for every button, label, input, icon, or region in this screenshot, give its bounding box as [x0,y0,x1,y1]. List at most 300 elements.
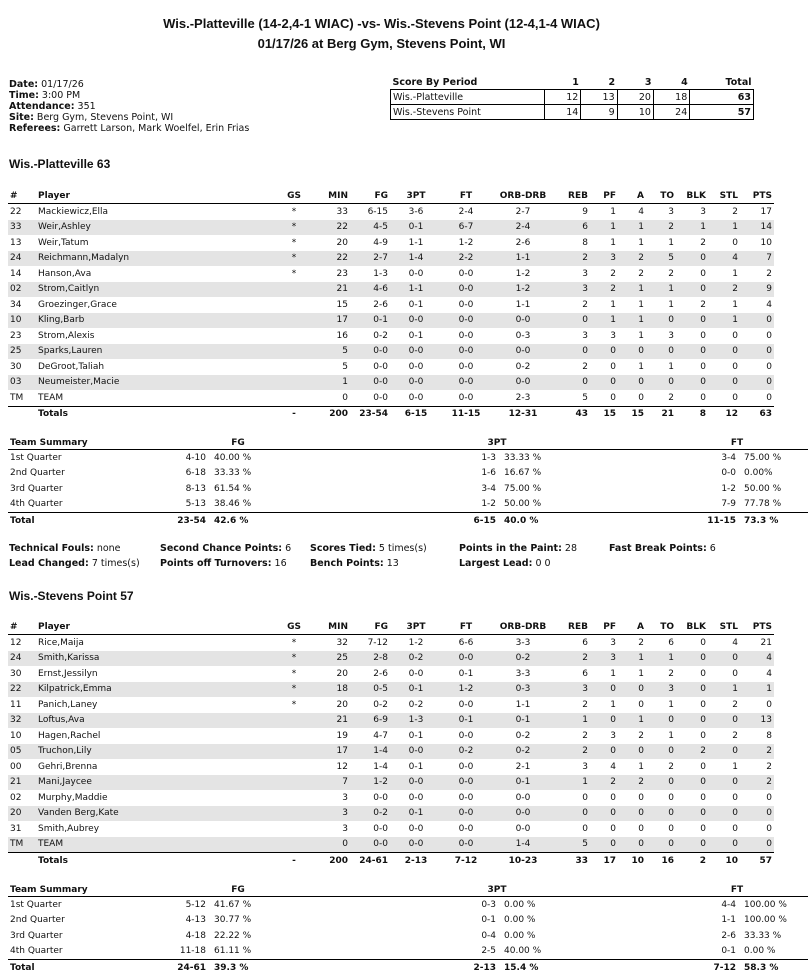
stat-cell: 1 [556,713,590,729]
stat-cell: 2 [766,268,772,279]
summary-cell: 40.00 % [214,452,252,463]
stat-cell: Weir,Ashley [36,220,274,236]
stat-cell: 22 [314,251,350,267]
points-in-paint: Points in the Paint: 28 [459,543,577,554]
summary-cell: 61.11 % [208,944,328,960]
totals-cell: 24-61 [359,855,388,866]
stat-cell: 0-0 [442,375,490,391]
stat-cell: 4 [610,761,616,772]
box-score-platteville [8,189,774,422]
game-dateline: 01/17/26 at Berg Gym, Stevens Point, WI [257,36,506,51]
stat-cell: 5 [342,361,348,372]
stat-cell: 1 [590,313,618,329]
stat-cell [274,390,314,406]
player-row [8,728,774,744]
stat-cell: 0 [700,761,706,772]
stat-cell: 0 [708,837,740,853]
stat-cell: 0-0 [373,361,388,372]
stat-cell: 2 [740,744,774,760]
stat-cell: 2 [556,651,590,667]
stat-cell: 0 [676,251,708,267]
stat-cell: 2 [582,361,588,372]
stat-cell: 0 [732,237,738,248]
player-row [8,697,774,713]
stat-cell: 0 [590,375,618,391]
stat-cell: 3 [342,823,348,834]
column-header: Player [36,620,274,635]
totals-cell: 43 [575,409,588,420]
stat-cell: 1 [618,713,646,729]
totals-cell: 12 [725,409,738,420]
totals-cell: 8 [699,409,706,420]
sbp-header: 4 [681,77,688,88]
summary-total-cell: Total [10,515,35,526]
stat-cell: 0-0 [408,792,424,803]
totals-cell: 2-13 [404,855,428,866]
stat-cell: 0 [740,313,774,329]
stat-cell: Hanson,Ava [38,268,92,279]
stat-cell: 3 [610,330,616,341]
stat-cell: 3 [556,682,590,698]
summary-total-cell: 40.0 % [504,515,539,526]
stat-cell: 7 [314,775,350,791]
stat-cell: 5 [556,390,590,406]
stat-cell: 21 [314,713,350,729]
stat-cell: 6-6 [458,637,474,648]
summary-cell: 2nd Quarter [10,468,65,479]
stat-cell: 1 [708,220,740,236]
stat-cell: 2 [638,268,644,279]
stat-cell: 2 [556,744,590,760]
stat-cell: 2 [766,761,772,772]
column-header: GS [274,189,314,204]
sbp-row: Wis.-Platteville 12 13 20 18 63 [391,90,754,105]
totals-row [8,853,774,869]
stat-cell: 0 [582,792,588,803]
stat-cell: 1-1 [515,699,531,710]
summary-cell: 33.33 % [214,468,252,479]
stat-cell: 0 [668,792,674,803]
stat-cell: 3-3 [515,637,531,648]
stat-cell: 0 [668,823,674,834]
stat-cell: 4 [740,651,774,667]
stat-cell: 1 [638,668,644,679]
stat-cell: 0 [618,390,646,406]
summary-cell: 33.33 % [504,452,542,463]
column-header: MIN [314,189,350,204]
stat-cell: 1 [708,313,740,329]
stat-cell: Loftus,Ava [36,713,274,729]
box-header-row [8,189,774,204]
stat-cell: 3 [610,730,616,741]
stat-cell: 1 [732,268,738,279]
summary-cell: 0.00 % [504,930,536,941]
largest-lead: Largest Lead: 0 0 [459,558,551,569]
player-row [8,790,774,806]
stat-cell: 0-1 [458,668,474,679]
stat-cell: 0-1 [490,713,556,729]
stat-cell: Mackiewicz,Ella [38,206,109,217]
stat-cell: 0 [590,344,618,360]
summary-cell: 75.00 % [504,483,542,494]
stat-cell: 0-0 [458,268,474,279]
stat-cell: 30 [10,361,22,372]
stat-cell: 0-0 [458,330,474,341]
totals-cell: 33 [575,855,588,866]
column-header: PF [590,189,618,204]
stat-cell: Strom,Alexis [38,330,95,341]
stat-cell: 0-0 [442,806,490,822]
stat-cell: 0 [610,361,616,372]
stat-cell: 0 [766,699,772,710]
stat-cell: 0 [676,806,708,822]
totals-cell: 23-54 [359,409,388,420]
stat-cell: 0 [638,792,644,803]
stat-cell: * [291,268,297,279]
stat-cell: 17 [760,206,772,217]
stat-cell: * [291,637,297,648]
stat-cell: 0-1 [442,713,490,729]
stat-cell: 0-2 [490,651,556,667]
stat-cell: 0-1 [408,330,424,341]
stat-cell: 2-1 [515,761,531,772]
summary-total-cell: 73.3 % [744,515,779,526]
summary-total-cell: 23-54 [177,515,206,526]
stat-cell: 1-2 [350,775,390,791]
totals-cell: 200 [329,409,348,420]
summary-cell: 1st Quarter [10,899,62,910]
stat-cell: 1 [732,761,738,772]
player-row [8,806,774,822]
stat-cell: 0 [766,792,772,803]
stat-cell: 0 [590,806,618,822]
stat-cell: 33 [336,206,348,217]
summary-cell: 1st Quarter [10,452,62,463]
stat-cell: * [274,651,314,667]
stat-cell: Kling,Barb [36,313,274,329]
stat-cell: Reichmann,Madalyn [36,251,274,267]
column-header: PF [590,620,618,635]
stat-cell: 2-7 [350,251,390,267]
stat-cell: 20 [8,806,36,822]
stat-cell: 02 [10,792,22,803]
stat-cell [274,790,314,806]
stat-cell: 34 [10,299,22,310]
stat-cell: 1 [732,299,738,310]
stat-cell: 0-0 [390,375,442,391]
stat-cell: 2 [646,390,676,406]
stat-cell: 2-8 [350,651,390,667]
stat-cell: 1-1 [390,282,442,298]
stat-cell: 32 [8,713,36,729]
stat-cell: 1 [638,361,644,372]
stat-cell: 2 [590,775,618,791]
stat-cell: 2 [618,775,646,791]
stat-cell: 0 [700,730,706,741]
stat-cell: Vanden Berg,Kate [36,806,274,822]
stat-cell: 0-0 [442,775,490,791]
stat-cell: Weir,Tatum [38,237,89,248]
stat-cell [274,328,314,344]
summary-total-cell: Total [10,962,35,973]
stat-cell: 0 [676,390,708,406]
stat-cell: 6-15 [367,206,388,217]
stat-cell: 23 [10,330,22,341]
stat-cell: 6 [582,668,588,679]
summary-total-cell: 39.3 % [214,962,249,973]
stat-cell: 2 [708,282,740,298]
stat-cell: 21 [8,775,36,791]
info-site: Site: Berg Gym, Stevens Point, WI [9,112,174,123]
summary-cell: 0.00% [744,468,773,479]
sbp-header: Total [725,77,752,88]
summary-row [8,913,808,929]
stat-cell: 31 [10,823,22,834]
summary-cell: 1-1 [721,915,737,926]
stat-cell: 0-0 [408,361,424,372]
stat-cell: 1 [610,699,616,710]
stat-cell: 14 [10,268,22,279]
stat-cell: 0 [646,344,676,360]
column-header: FT [442,620,490,635]
column-header: REB [556,189,590,204]
summary-cell: 100.00 % [744,899,787,910]
summary-row [8,450,808,466]
sbp-header: Score By Period [392,77,478,88]
totals-cell: 11-15 [451,409,481,420]
totals-cell: 15 [603,409,616,420]
totals-cell: 12-31 [508,409,538,420]
stat-cell: 1-2 [515,268,531,279]
stat-cell: 2 [610,268,616,279]
stat-cell: 0-1 [408,299,424,310]
summary-row [8,897,808,913]
stat-cell: 0 [676,313,708,329]
column-header: FG [350,189,390,204]
stat-cell [274,359,314,375]
stat-cell: 2 [556,251,590,267]
stat-cell: 25 [314,651,350,667]
stat-cell: 1 [676,220,708,236]
stat-cell: 2 [638,730,644,741]
totals-cell: 17 [603,855,616,866]
stat-cell: 3 [582,761,588,772]
summary-cell: 75.00 % [744,452,782,463]
stat-cell: 2 [668,668,674,679]
stat-cell: 1 [668,237,674,248]
stat-cell: 0 [314,390,350,406]
stat-cell: 05 [8,744,36,760]
stat-cell: 0-1 [390,220,442,236]
summary-row [8,928,808,944]
stat-cell: 1-3 [373,268,388,279]
stat-cell: * [291,237,297,248]
stat-cell: 1 [638,330,644,341]
summary-cell: 22.22 % [214,930,252,941]
stat-cell: TEAM [36,390,274,406]
stat-cell: 0-0 [408,668,424,679]
stat-cell: 2 [582,299,588,310]
stat-cell: 0 [314,837,350,853]
summary-total-cell: 2-13 [473,962,497,973]
stat-cell: 1-2 [442,682,490,698]
stat-cell: 1 [610,206,616,217]
stat-cell: Smith,Aubrey [38,823,100,834]
stat-cell: 03 [8,375,36,391]
info-referees: Referees: Garrett Larson, Mark Woelfel, Erin Frias [9,123,250,134]
stat-cell: 0-0 [490,375,556,391]
column-header: ORB-DRB [490,189,556,204]
column-header: REB [556,620,590,635]
stat-cell: Smith,Karissa [36,651,274,667]
stat-cell: Ernst,Jessilyn [38,668,98,679]
totals-cell: 15 [631,409,644,420]
column-header: BLK [676,189,708,204]
stat-cell: 9 [740,282,774,298]
stat-cell: 0-1 [408,761,424,772]
stat-cell: 0 [732,792,738,803]
stat-cell: 0 [610,823,616,834]
player-row [8,359,774,375]
column-header: A [618,189,646,204]
stat-cell: 2 [668,761,674,772]
stat-cell: 0-0 [490,806,556,822]
stat-cell: 0 [556,806,590,822]
column-header: BLK [676,620,708,635]
stat-cell: * [291,699,297,710]
stat-cell: 0-0 [442,344,490,360]
stat-cell: 0 [638,699,644,710]
stat-cell: 3 [314,806,350,822]
stat-cell: 0 [618,682,646,698]
stat-cell: 1-2 [490,282,556,298]
stat-cell: 3 [668,206,674,217]
stat-cell: 1-3 [390,713,442,729]
stat-cell: 0-2 [515,730,531,741]
summary-total-row [8,960,808,976]
summary-header: FG [148,436,328,450]
stat-cell: Kilpatrick,Emma [36,682,274,698]
stat-cell: 4 [766,668,772,679]
stat-cell: 3-3 [515,668,531,679]
stat-cell: Mani,Jaycee [36,775,274,791]
stat-cell: 6-9 [350,713,390,729]
stat-cell: 0-0 [408,823,424,834]
sbp-header: 3 [644,77,652,88]
totals-cell: 57 [759,855,772,866]
stat-cell: 3 [646,682,676,698]
stat-cell: 0 [590,682,618,698]
stat-cell: 1 [618,220,646,236]
stat-cell: 0 [556,313,590,329]
stat-cell: 2 [582,699,588,710]
stat-cell: 8 [582,237,588,248]
column-header: ORB-DRB [490,620,556,635]
stat-cell: 0-1 [350,313,390,329]
column-header: 3PT [390,620,442,635]
stat-cell: 1 [740,682,774,698]
summary-cell: 11-18 [148,944,208,960]
stat-cell: * [274,682,314,698]
stat-cell: 0 [676,375,708,391]
stat-cell: * [274,220,314,236]
stat-cell: 2-6 [515,237,531,248]
stat-cell: 1-4 [350,744,390,760]
stat-cell: 4 [766,299,772,310]
stat-cell: 24 [8,651,36,667]
stat-cell [274,837,314,853]
stat-cell: 3 [700,206,706,217]
stat-cell: 0-0 [458,792,474,803]
stat-cell: 0-0 [442,282,490,298]
stat-cell: 22 [314,220,350,236]
summary-cell: 2nd Quarter [10,915,65,926]
column-header: GS [274,620,314,635]
stat-cell [274,821,314,837]
summary-cell: 40.00 % [498,944,578,960]
summary-cell: 61.54 % [214,483,252,494]
stat-cell: 11 [10,699,22,710]
column-header: STL [708,620,740,635]
bench-points: Bench Points: 13 [310,558,399,569]
stat-cell: Gehri,Brenna [38,761,98,772]
column-header: FT [442,189,490,204]
stat-cell: 0 [740,375,774,391]
stat-cell [274,375,314,391]
stat-cell: 0 [740,344,774,360]
stat-cell [274,282,314,298]
summary-cell: 33.33 % [744,930,782,941]
player-row [8,297,774,313]
summary-total-cell: 6-15 [473,515,497,526]
stat-cell [274,759,314,775]
summary-cell: 2-5 [328,944,498,960]
stat-cell: 2 [700,237,706,248]
column-header: 3PT [390,189,442,204]
summary-header: FT [578,883,808,897]
team-heading-stevens-point: Wis.-Stevens Point 57 [9,589,134,603]
info-time: Time: 3:00 PM [9,90,81,101]
stat-cell: 6 [668,637,674,648]
player-row [8,775,774,791]
stat-cell: 4 [638,206,644,217]
totals-cell [8,853,36,869]
points-off-turnovers: Points off Turnovers: 16 [160,558,287,569]
stat-cell: 12 [336,761,348,772]
stat-cell: 0-2 [515,361,531,372]
stat-cell: 19 [336,730,348,741]
summary-cell: 77.78 % [738,497,808,513]
summary-cell: 1-2 [721,483,737,494]
stat-cell: 0-0 [458,730,474,741]
stat-cell: 0 [590,713,618,729]
stat-cell: 1 [618,313,646,329]
player-row [8,837,774,853]
player-row [8,220,774,236]
stat-cell: 4-9 [373,237,388,248]
stat-cell: 1 [618,651,646,667]
summary-cell: 0-4 [481,930,497,941]
stat-cell [274,744,314,760]
summary-row [8,944,808,960]
stat-cell [274,344,314,360]
stat-cell: 20 [336,237,348,248]
stat-cell: 0 [700,361,706,372]
summary-cell: 41.67 % [214,899,252,910]
stat-cell: 6-7 [442,220,490,236]
stat-cell: 0 [646,375,676,391]
stat-cell: 0-5 [350,682,390,698]
